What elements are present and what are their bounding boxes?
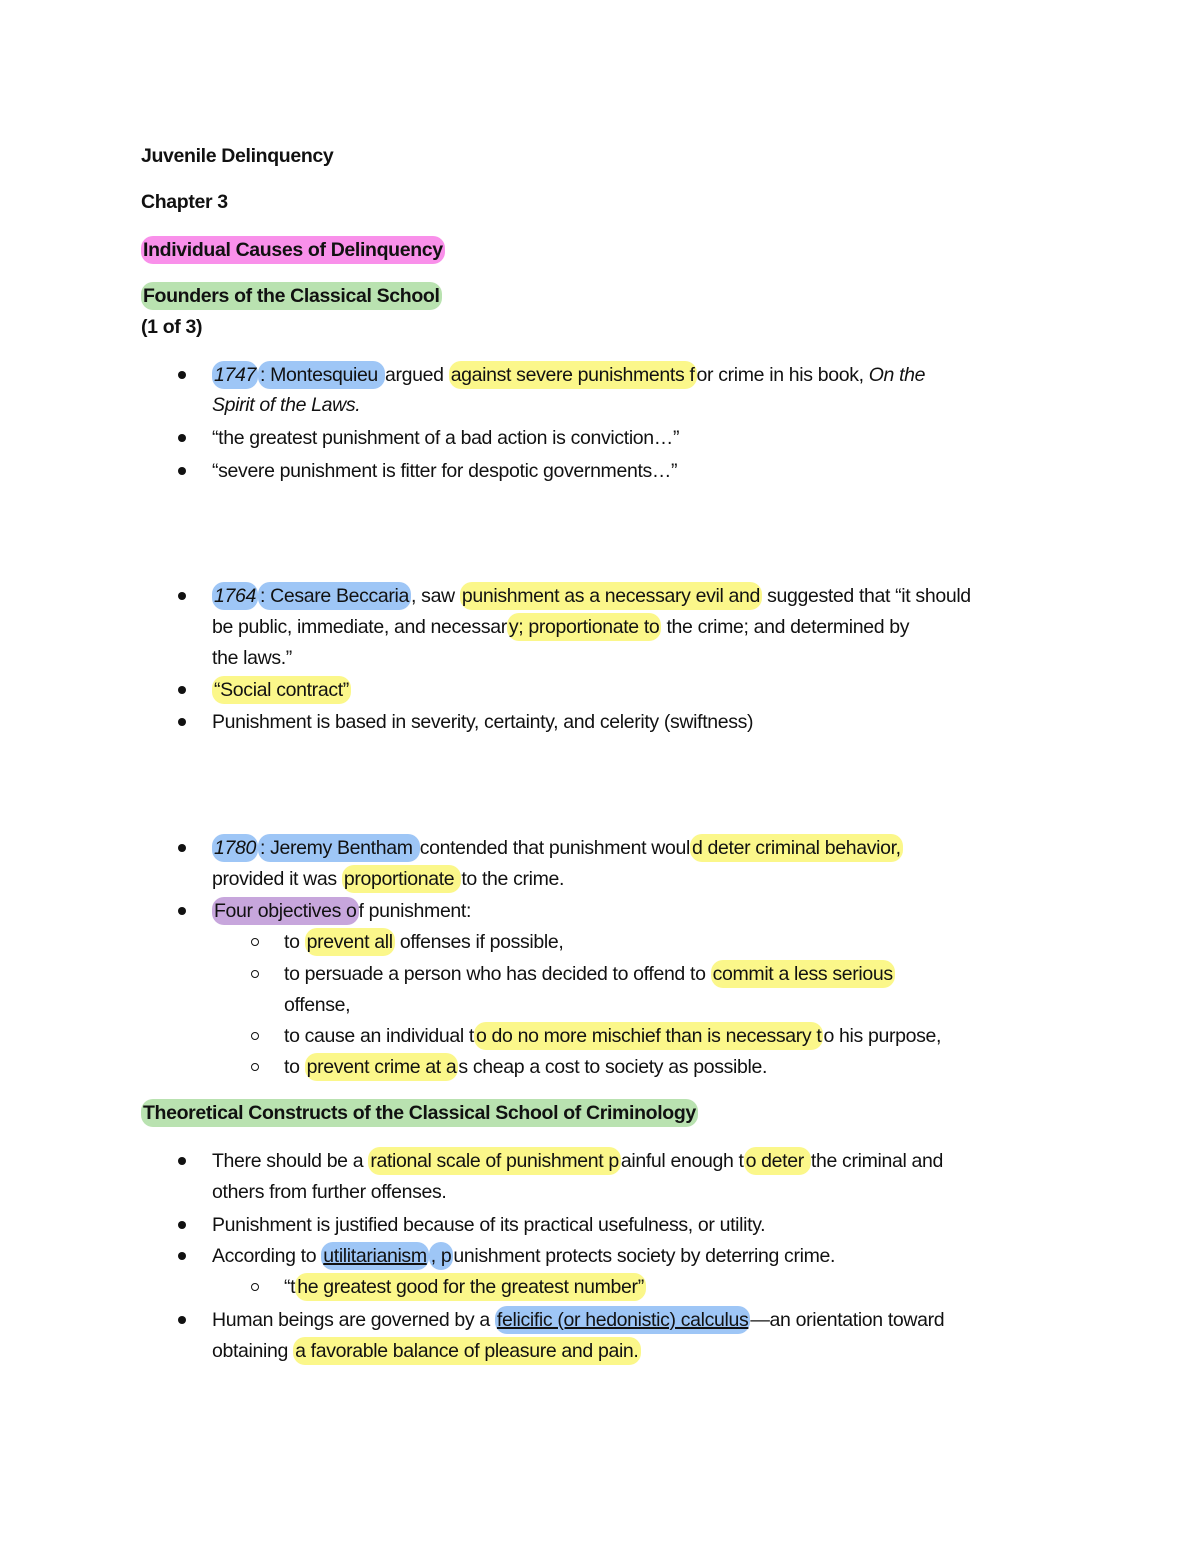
highlighted-text: prevent all xyxy=(305,928,395,956)
sub-bullet-icon xyxy=(251,1283,259,1291)
bullet-icon xyxy=(178,467,186,475)
text-segment: On the xyxy=(868,364,926,386)
text-segment: Human beings are governed by a xyxy=(212,1309,495,1331)
text-segment: others from further offenses. xyxy=(212,1181,447,1203)
highlighted-text: “Social contract” xyxy=(212,676,351,704)
text-line xyxy=(212,1338,641,1364)
highlighted-text: 1747 xyxy=(212,361,258,389)
text-line xyxy=(212,866,564,892)
highlighted-text: o do no more mischief than is necessary t xyxy=(474,1022,824,1050)
text-segment: Punishment is based in severity, certainty, and celerity (swiftness) xyxy=(212,711,754,733)
highlighted-text: Founders of the Classical School xyxy=(141,282,442,310)
text-line xyxy=(212,1212,765,1238)
text-segment: contended that punishment woul xyxy=(419,837,690,859)
text-line xyxy=(212,1148,943,1174)
highlighted-text: felicific (or hedonistic) calculus xyxy=(495,1306,750,1334)
text-segment: Juvenile Delinquency xyxy=(141,145,334,167)
text-segment: ainful enough t xyxy=(620,1150,744,1172)
text-line xyxy=(284,1274,646,1300)
highlighted-text: proportionate xyxy=(342,865,461,893)
bullet-icon xyxy=(178,844,186,852)
text-line xyxy=(212,835,903,861)
sub-bullet-icon xyxy=(251,1032,259,1040)
highlighted-text: commit a less serious xyxy=(711,960,895,988)
text-segment: —an orientation toward xyxy=(750,1309,945,1331)
highlighted-text: rational scale of punishment p xyxy=(368,1147,621,1175)
text-segment: o his purpose, xyxy=(823,1025,942,1047)
bullet-icon xyxy=(178,592,186,600)
text-segment: “severe punishment is fitter for despotic governments…” xyxy=(212,460,678,482)
text-segment: Spirit of the Laws. xyxy=(212,394,361,416)
sub-bullet-icon xyxy=(251,938,259,946)
text-segment: Punishment is justified because of its practical usefulness, or utility. xyxy=(212,1214,766,1236)
heading-line xyxy=(141,189,228,215)
text-line xyxy=(212,362,925,388)
text-line xyxy=(212,1243,835,1269)
highlighted-text: 1764 xyxy=(212,582,258,610)
text-segment: Chapter 3 xyxy=(141,191,228,213)
text-line xyxy=(212,583,971,609)
text-segment: to the crime. xyxy=(461,868,565,890)
bullet-icon xyxy=(178,1157,186,1165)
text-segment: (1 of 3) xyxy=(141,316,203,338)
highlighted-text: d deter criminal behavior, xyxy=(690,834,903,862)
text-line xyxy=(212,1179,446,1205)
text-segment: offense, xyxy=(284,994,351,1016)
text-segment: unishment protects society by deterring crime. xyxy=(453,1245,836,1267)
bullet-icon xyxy=(178,686,186,694)
highlighted-text: against severe punishments f xyxy=(449,361,697,389)
text-segment: , saw xyxy=(411,585,460,607)
highlighted-text: Four objectives o xyxy=(212,897,359,925)
text-segment: There should be a xyxy=(212,1150,369,1172)
highlighted-text: Individual Causes of Delinquency xyxy=(141,236,445,264)
text-line xyxy=(284,1054,767,1080)
highlighted-text: : Cesare Beccaria xyxy=(258,582,411,610)
highlighted-text: 1780 xyxy=(212,834,258,862)
text-segment: According to xyxy=(212,1245,322,1267)
text-segment: to xyxy=(284,931,305,953)
text-segment: offenses if possible, xyxy=(394,931,564,953)
text-line xyxy=(284,1023,941,1049)
text-line xyxy=(284,929,563,955)
bullet-icon xyxy=(178,371,186,379)
heading-line xyxy=(141,143,333,169)
highlighted-text: a favorable balance of pleasure and pain. xyxy=(293,1337,640,1365)
text-line xyxy=(212,425,679,451)
text-line xyxy=(212,677,351,703)
text-segment: to persuade a person who has decided to offend to xyxy=(284,963,711,985)
bullet-icon xyxy=(178,1252,186,1260)
text-line xyxy=(212,458,677,484)
text-segment: argued xyxy=(385,364,449,386)
text-segment: s cheap a cost to society as possible. xyxy=(458,1056,768,1078)
text-segment: the criminal and xyxy=(810,1150,943,1172)
text-segment: “the greatest punishment of a bad action is conviction…” xyxy=(212,427,680,449)
heading-line xyxy=(141,314,202,340)
highlighted-text: : Montesquieu xyxy=(258,361,385,389)
text-segment: obtaining xyxy=(212,1340,294,1362)
sub-bullet-icon xyxy=(251,970,259,978)
text-line xyxy=(212,645,292,671)
highlighted-text: : Jeremy Bentham xyxy=(258,834,420,862)
heading-line xyxy=(141,283,442,309)
bullet-icon xyxy=(178,907,186,915)
text-segment: to cause an individual t xyxy=(284,1025,474,1047)
highlighted-text: o deter xyxy=(744,1147,811,1175)
heading-line xyxy=(141,237,445,263)
text-segment: be public, immediate, and necessar xyxy=(212,616,507,638)
text-segment: “t xyxy=(284,1276,296,1298)
bullet-icon xyxy=(178,1316,186,1324)
text-segment: provided it was xyxy=(212,868,342,890)
text-line xyxy=(212,898,471,924)
highlighted-text: punishment as a necessary evil and xyxy=(460,582,762,610)
heading-line xyxy=(141,1100,698,1126)
text-segment: the laws.” xyxy=(212,647,292,669)
text-line xyxy=(284,992,350,1018)
highlighted-text: utilitarianism xyxy=(321,1242,428,1270)
highlighted-text: prevent crime at a xyxy=(305,1053,459,1081)
highlighted-text: , p xyxy=(429,1242,454,1270)
text-segment: or crime in his book, xyxy=(696,364,869,386)
text-line xyxy=(284,961,895,987)
text-line xyxy=(212,709,753,735)
bullet-icon xyxy=(178,434,186,442)
highlighted-text: Theoretical Constructs of the Classical School of Criminology xyxy=(141,1099,698,1127)
text-segment: f punishment: xyxy=(358,900,472,922)
bullet-icon xyxy=(178,1221,186,1229)
text-line xyxy=(212,614,909,640)
sub-bullet-icon xyxy=(251,1063,259,1071)
bullet-icon xyxy=(178,718,186,726)
text-segment: the crime; and determined by xyxy=(661,616,910,638)
text-segment: to xyxy=(284,1056,305,1078)
highlighted-text: he greatest good for the greatest number” xyxy=(295,1273,646,1301)
text-line xyxy=(212,1307,944,1333)
text-segment: suggested that “it should xyxy=(762,585,971,607)
highlighted-text: y; proportionate to xyxy=(507,613,662,641)
text-line xyxy=(212,392,360,418)
